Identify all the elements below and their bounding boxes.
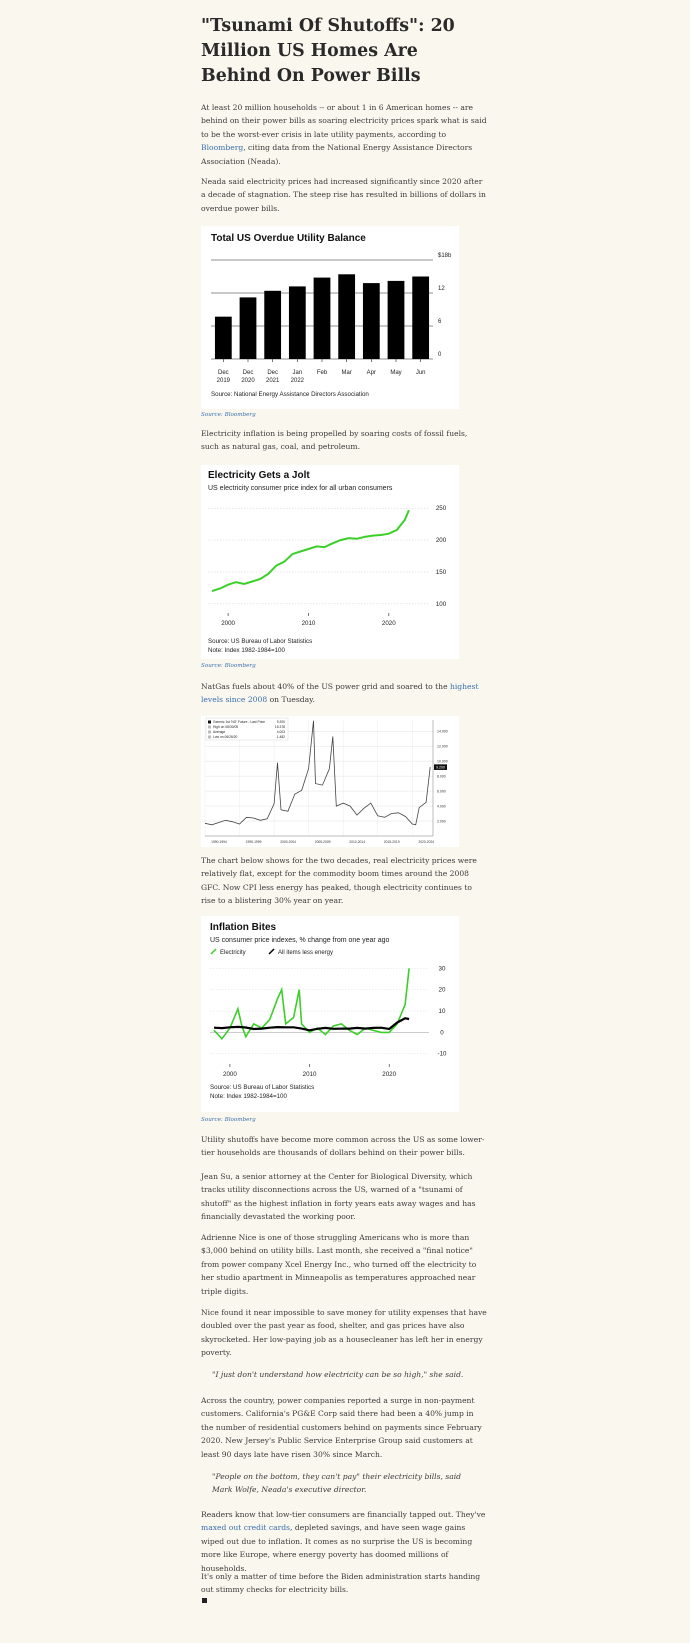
paragraph-neada: Neada said electricity prices had increased significantly since 2020 after a decade of stagnation. The steep rise has resulted in billions of dollars in overdue power bills. <box>201 177 486 213</box>
bar <box>240 297 257 359</box>
legend-swatch <box>208 731 211 734</box>
electricity-cpi-line <box>212 510 409 591</box>
bar <box>215 317 232 359</box>
x-tick-label: Jun <box>415 370 426 376</box>
bar <box>363 283 380 359</box>
legend-swatch <box>269 949 274 954</box>
x-tick-label: 2020 <box>241 378 255 384</box>
paragraph-natgas-text-end: on Tuesday. <box>267 695 315 705</box>
x-tick-label: 2021 <box>265 378 280 384</box>
x-tick-label: 2010-2014 <box>349 840 366 844</box>
paragraph-readers-know <box>201 1508 487 1575</box>
paragraph-natgas <box>201 680 487 707</box>
bar <box>264 291 281 359</box>
chart-title: Electricity Gets a Jolt <box>208 470 310 481</box>
legend-swatch <box>208 726 211 729</box>
x-tick-label: 2000 <box>223 1071 237 1078</box>
x-tick-label: Mar <box>341 370 352 376</box>
legend-label: All items less energy <box>278 950 334 956</box>
y-tick-label: 10.000 <box>437 759 448 764</box>
y-tick-label: 2.000 <box>437 819 446 824</box>
y-tick-label: 20 <box>438 986 446 994</box>
bloomberg-link[interactable]: Bloomberg <box>201 143 244 153</box>
x-tick-label: 2020 <box>381 620 396 627</box>
bar <box>388 281 405 359</box>
highest-levels-link[interactable]: highest levels since 2008 <box>201 682 479 705</box>
y-tick-label: 8.000 <box>437 774 446 779</box>
paragraph-intro-text: At least 20 million households -- or about 1 in 6 American homes -- are behind on their power bills as soaring electricity prices spark what is said to be the worst-ever crisis in late utility payments, according to <box>201 103 487 139</box>
paragraph-jean-su: Jean Su, a senior attorney at the Center for Biological Diversity, which tracks utility disconnections across the US, warned of a "tsunami of shutoff" as the highest inflation in forty years eats away wages and has financially devastated the working poor. <box>201 1172 476 1222</box>
source-label-3[interactable]: Source: Bloomberg <box>201 1117 256 1123</box>
bar <box>412 277 429 360</box>
paragraph-stimmy: It's only a matter of time before the Biden administration starts handing out stimmy checks for electricity bills. <box>201 1572 481 1595</box>
x-tick-label: 2019 <box>216 378 231 384</box>
y-tick-label: 10 <box>438 1008 446 1016</box>
source-label-2[interactable]: Source: Bloomberg <box>201 663 256 669</box>
x-tick-label: Feb <box>316 370 328 376</box>
paragraph-intro <box>201 101 487 168</box>
x-tick-label: 2010 <box>302 1071 317 1078</box>
x-tick-label: 1990-1994 <box>211 840 227 844</box>
y-tick-label: 4.000 <box>437 804 446 809</box>
x-tick-label: 2022 <box>290 378 305 384</box>
end-mark <box>202 1598 207 1603</box>
legend-label: Generic 1st 'NG' Future - Last Price <box>213 720 266 724</box>
legend-swatch <box>211 949 216 954</box>
paragraph-intro-text-end: , citing data from the National Energy Assistance Directors Association (Neada). <box>201 143 473 166</box>
inflation-bites-chart-svg <box>201 916 459 1112</box>
natgas-futures-chart <box>201 716 459 847</box>
source-label-1[interactable]: Source: Bloomberg <box>201 412 256 418</box>
y-tick-label: 30 <box>438 965 446 973</box>
paragraph-readers-know-text-end: , depleted savings, and have seen wage gains wiped out due to inflation. It comes as no surprise the US is becoming more like Europe, where energy poverty has doomed millions of households. <box>201 1523 473 1573</box>
legend-value: 9.200 <box>276 720 285 724</box>
chart-note: Note: Index 1982-1984=100 <box>208 647 285 654</box>
paragraph-power-companies: Across the country, power companies reported a surge in non-payment customers. California's PG&E Corp said there had been a 40% jump in the number of residential customers behind on payments since February 2020. New Jersey's Public Service Enterprise Group said customers at least 90 days late have risen 30% since March. <box>201 1396 482 1459</box>
y-tick-label: 12 <box>438 286 445 292</box>
chart-note: Note: Index 1982-1984=100 <box>210 1093 287 1100</box>
paragraph-adrienne-nice: Adrienne Nice is one of those struggling Americans who is more than $3,000 behind on utility bills. Last month, she received a "final notice" from power company Xcel Energy Inc., who turned off the electricity to her studio apartment in Minneapolis as temperatures approached near triple digits. <box>201 1233 477 1296</box>
maxed-out-credit-cards-link[interactable]: maxed out credit cards <box>201 1523 291 1533</box>
legend-swatch <box>208 736 211 739</box>
y-tick-label: 250 <box>435 505 447 513</box>
article-title: "Tsunami Of Shutoffs": 20 Million US Homes Are Behind On Power Bills <box>201 16 455 86</box>
x-tick-label: 2010 <box>301 620 316 627</box>
legend-value: 4.003 <box>276 730 285 734</box>
y-tick-label: 150 <box>435 568 447 576</box>
y-tick-label: 100 <box>435 600 447 608</box>
last-value-label: 9.200 <box>436 765 445 770</box>
chart-subtitle: US electricity consumer price index for all urban consumers <box>208 485 393 492</box>
paragraph-shutoffs: Utility shutoffs have become more common across the US as some lower-tier households are thousands of dollars behind on their power bills. <box>201 1135 485 1158</box>
inflation-bites-chart <box>201 916 459 1112</box>
electricity-cpi-chart <box>201 465 459 659</box>
y-tick-label: 6.000 <box>437 789 446 794</box>
x-tick-label: 2005-2009 <box>314 840 331 844</box>
chart-subtitle: US consumer price indexes, % change from one year ago <box>210 937 390 944</box>
electricity-cpi-chart-svg <box>201 465 459 659</box>
x-tick-label: 1995-1999 <box>245 840 262 844</box>
y-tick-label: 6 <box>438 319 442 325</box>
legend-swatch <box>208 721 211 724</box>
chart-title: Inflation Bites <box>210 922 277 933</box>
overdue-balance-chart <box>201 226 459 409</box>
paragraph-electricity-inflation: Electricity inflation is being propelled by soaring costs of fossil fuels, such as natural gas, coal, and petroleum. <box>201 429 468 452</box>
y-tick-label: 14.000 <box>437 729 448 734</box>
y-tick-label: 12.000 <box>437 744 448 749</box>
quote-electricity-high: "I just don't understand how electricity can be so high," she said. <box>212 1370 464 1379</box>
legend-value: 1.482 <box>276 735 285 739</box>
chart-source: Source: US Bureau of Labor Statistics <box>210 1084 315 1091</box>
x-tick-label: May <box>390 370 402 376</box>
bar <box>314 278 331 359</box>
x-tick-label: 2000-2004 <box>280 840 296 844</box>
overdue-balance-chart-svg <box>201 226 459 409</box>
y-tick-label: 0 <box>438 352 442 358</box>
x-tick-label: 2000 <box>221 620 235 627</box>
bar <box>338 274 355 359</box>
natgas-futures-chart-svg <box>201 716 459 847</box>
chart-title: Total US Overdue Utility Balance <box>211 233 366 244</box>
paragraph-natgas-text: NatGas fuels about 40% of the US power grid and soared to the <box>201 682 450 691</box>
paragraph-readers-know-text: Readers know that low-tier consumers are financially tapped out. They've <box>201 1510 486 1519</box>
paragraph-two-decades: The chart below shows for the two decades, real electricity prices were relatively flat, except for the commodity boom times around the 2008 GFC. Now CPI less energy has peaked, though electricity continues to rise to a blistering 30% year on year. <box>201 856 477 906</box>
y-tick-label: -10 <box>437 1050 447 1058</box>
x-tick-label: 2020-2024 <box>418 840 435 844</box>
chart-source: Source: US Bureau of Labor Statistics <box>208 638 313 645</box>
x-tick-label: Dec <box>217 370 229 376</box>
x-tick-label: Dec <box>267 370 279 376</box>
x-tick-label: 2020 <box>382 1071 397 1078</box>
quote-mark-wolfe: "People on the bottom, they can't pay" their electricity bills, said Mark Wolfe, Neada's executive director. <box>212 1472 462 1495</box>
legend-label: Low on 06/26/20 <box>213 735 238 739</box>
x-tick-label: Apr <box>366 370 377 376</box>
y-tick-label: $18b <box>438 253 452 259</box>
legend-label: Electricity <box>220 950 246 956</box>
paragraph-nice-found: Nice found it near impossible to save money for utility expenses that have doubled over the past year as food, shelter, and gas prices have also skyrocketed. Her low-paying job as a housecleaner has left her in energy poverty. <box>201 1308 487 1358</box>
bar <box>289 286 306 359</box>
legend-value: 15.378 <box>274 725 285 729</box>
x-tick-label: 2015-2019 <box>383 840 400 844</box>
x-tick-label: Dec <box>242 370 254 376</box>
y-tick-label: 0 <box>440 1029 444 1037</box>
legend-label: High on 08/30/05 <box>213 725 239 729</box>
chart-source: Source: National Energy Assistance Directors Association <box>211 391 369 398</box>
y-tick-label: 200 <box>435 537 447 545</box>
x-tick-label: Jan <box>292 370 303 376</box>
legend-label: Average <box>213 730 226 734</box>
